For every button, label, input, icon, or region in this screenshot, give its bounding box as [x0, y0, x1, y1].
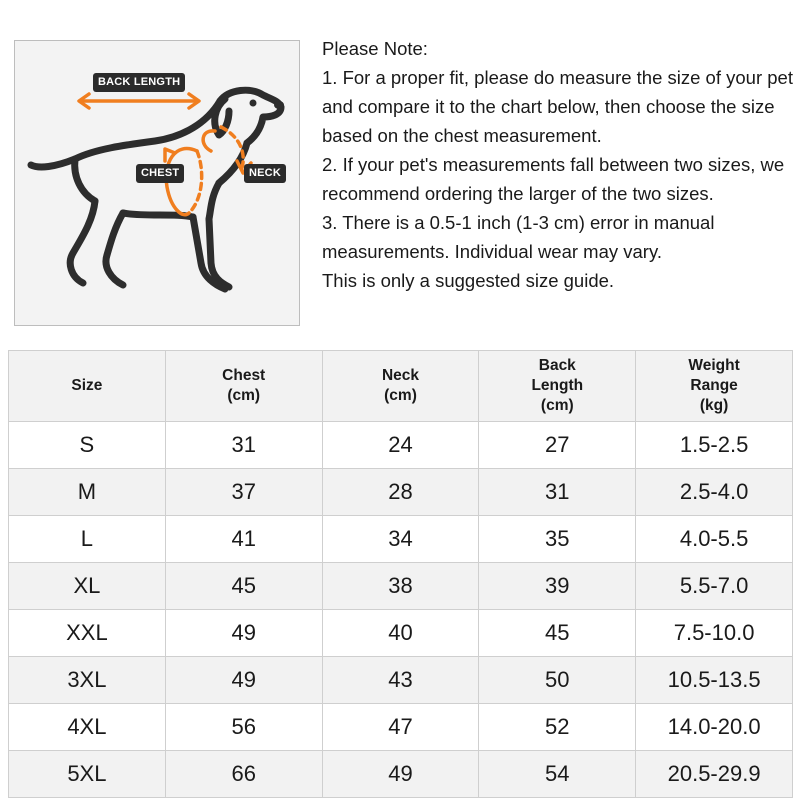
cell-neck: 24	[322, 422, 479, 469]
cell-size: 4XL	[9, 704, 166, 751]
cell-size: L	[9, 516, 166, 563]
cell-chest: 37	[165, 469, 322, 516]
cell-chest: 66	[165, 751, 322, 798]
note-3: 3. There is a 0.5-1 inch (1-3 cm) error in manual measurements. Individual wear may vary.	[322, 212, 715, 262]
cell-back-length: 35	[479, 516, 636, 563]
cell-neck: 43	[322, 657, 479, 704]
cell-back-length: 27	[479, 422, 636, 469]
cell-chest: 56	[165, 704, 322, 751]
cell-chest: 49	[165, 657, 322, 704]
cell-size: XL	[9, 563, 166, 610]
table-row	[9, 610, 793, 657]
cell-size: M	[9, 469, 166, 516]
cell-weight-range: 1.5-2.5	[636, 422, 793, 469]
cell-neck: 49	[322, 751, 479, 798]
cell-chest: 31	[165, 422, 322, 469]
cell-weight-range: 2.5-4.0	[636, 469, 793, 516]
back-length-label: BACK LENGTH	[93, 73, 185, 92]
cell-back-length: 52	[479, 704, 636, 751]
cell-weight-range: 7.5-10.0	[636, 610, 793, 657]
cell-weight-range: 10.5-13.5	[636, 657, 793, 704]
neck-label: NECK	[244, 164, 286, 183]
cell-chest: 45	[165, 563, 322, 610]
cell-size: 3XL	[9, 657, 166, 704]
table-row	[9, 751, 793, 798]
note-disclaimer: This is only a suggested size guide.	[322, 270, 615, 291]
cell-neck: 40	[322, 610, 479, 657]
header-neck: Neck (cm)	[322, 351, 479, 422]
cell-back-length: 50	[479, 657, 636, 704]
cell-size: 5XL	[9, 751, 166, 798]
table-row	[9, 704, 793, 751]
cell-chest: 41	[165, 516, 322, 563]
table-row	[9, 563, 793, 610]
cell-neck: 47	[322, 704, 479, 751]
cell-size: S	[9, 422, 166, 469]
size-notes	[322, 34, 794, 295]
chest-label: CHEST	[136, 164, 184, 183]
notes-heading: Please Note:	[322, 38, 428, 59]
header-chest: Chest (cm)	[165, 351, 322, 422]
cell-neck: 34	[322, 516, 479, 563]
cell-back-length: 45	[479, 610, 636, 657]
note-2: 2. If your pet's measurements fall between two sizes, we recommend ordering the larger of the two sizes.	[322, 154, 785, 204]
header-back-length: Back Length (cm)	[479, 351, 636, 422]
cell-weight-range: 14.0-20.0	[636, 704, 793, 751]
table-row	[9, 469, 793, 516]
cell-back-length: 31	[479, 469, 636, 516]
table-row	[9, 422, 793, 469]
cell-back-length: 39	[479, 563, 636, 610]
cell-weight-range: 4.0-5.5	[636, 516, 793, 563]
table-body	[9, 422, 793, 798]
table-row	[9, 657, 793, 704]
cell-weight-range: 5.5-7.0	[636, 563, 793, 610]
cell-neck: 28	[322, 469, 479, 516]
cell-neck: 38	[322, 563, 479, 610]
size-chart-table	[8, 350, 793, 798]
cell-chest: 49	[165, 610, 322, 657]
header-weight-range: Weight Range (kg)	[636, 351, 793, 422]
table-row	[9, 516, 793, 563]
header-size: Size	[9, 351, 166, 422]
cell-size: XXL	[9, 610, 166, 657]
dog-measurement-diagram	[14, 40, 300, 326]
cell-weight-range: 20.5-29.9	[636, 751, 793, 798]
note-1: 1. For a proper fit, please do measure the size of your pet and compare it to the chart below, then choose the size based on the chest measurement.	[322, 67, 793, 146]
table-header-row	[9, 351, 793, 422]
cell-back-length: 54	[479, 751, 636, 798]
